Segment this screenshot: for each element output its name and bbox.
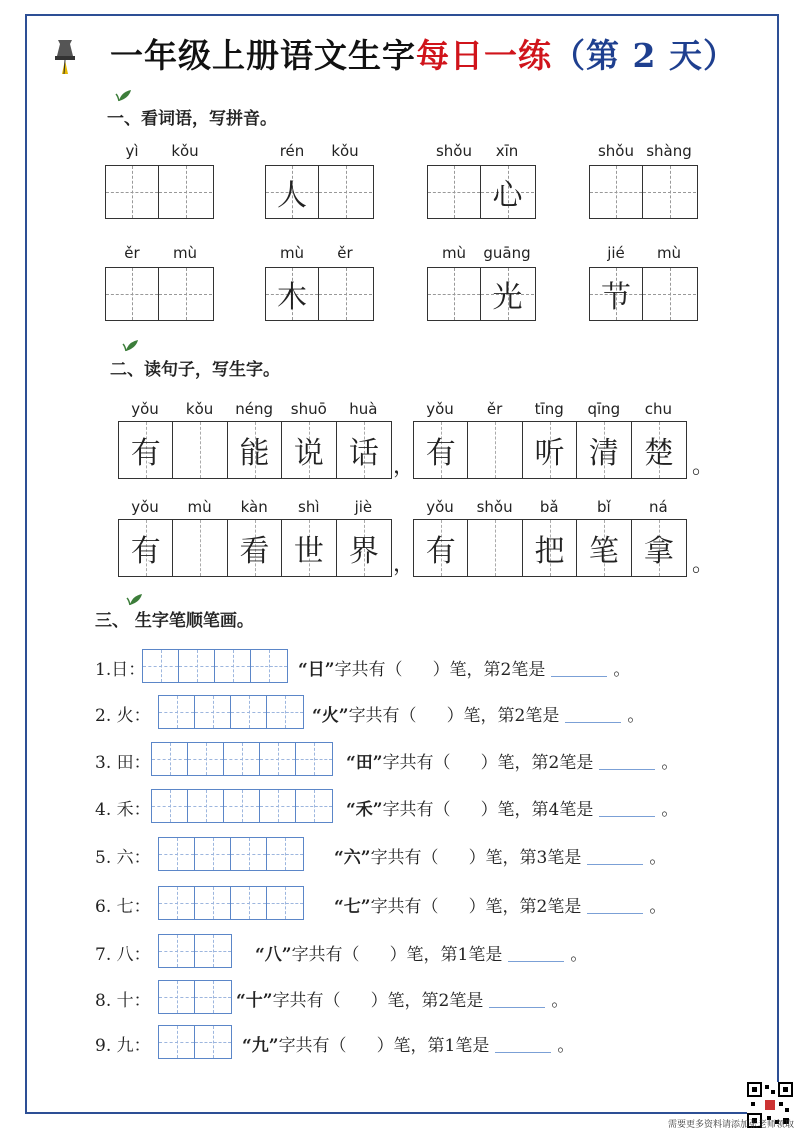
title-highlight: 每日一练 <box>416 36 552 75</box>
title-main: 一年级上册语文生字 <box>110 36 416 75</box>
word-pinyin: shǒu <box>435 142 472 160</box>
stroke-box[interactable] <box>159 838 195 870</box>
sentence-cell[interactable] <box>468 520 522 576</box>
target-char: “七” <box>334 897 371 917</box>
word-pinyin: xīn <box>495 142 519 160</box>
period: 。 <box>692 552 715 577</box>
word-pinyin: shàng <box>646 142 692 160</box>
sentence-pinyin: shuō <box>290 400 327 418</box>
sentence-cell[interactable] <box>468 422 522 478</box>
cell-char: 光 <box>492 280 523 315</box>
sentence-cell[interactable] <box>414 520 468 576</box>
sentence-pinyin: ěr <box>486 400 503 418</box>
tianzige-cell[interactable] <box>319 166 372 218</box>
stroke-order-boxes[interactable] <box>151 742 333 776</box>
sentence-cell[interactable] <box>577 422 631 478</box>
cell-char: 楚 <box>643 436 674 471</box>
target-char: “日” <box>298 660 335 680</box>
sentence-pinyin: chu <box>644 400 673 418</box>
target-char: “九” <box>242 1036 279 1056</box>
stroke-order-boxes[interactable] <box>158 1025 232 1059</box>
title-day: （第 2 天） <box>552 36 737 75</box>
tianzige-cell[interactable] <box>481 166 534 218</box>
cell-char: 世 <box>293 534 324 569</box>
question-text-2: ）笔，第2笔是 <box>432 660 546 680</box>
stroke-box[interactable] <box>195 935 231 967</box>
tianzige-cell[interactable] <box>643 268 696 320</box>
stroke-question <box>346 748 678 773</box>
question-end: 。 <box>551 991 569 1011</box>
question-text-2: ）笔，第1笔是 <box>376 1036 490 1056</box>
question-text-1: 字共有（ <box>291 945 360 965</box>
answer-blank[interactable] <box>489 1007 545 1008</box>
section-1-heading: 一、看词语，写拼音。 <box>107 109 277 129</box>
cell-char: 有 <box>425 534 456 569</box>
word-pinyin: mù <box>441 244 467 262</box>
sentence-grid[interactable] <box>118 421 392 479</box>
tianzige-cell[interactable] <box>590 166 643 218</box>
stroke-item-label: 6. 七： <box>95 897 151 917</box>
target-char: “火” <box>312 706 349 726</box>
answer-blank[interactable] <box>587 864 643 865</box>
stroke-order-boxes[interactable] <box>142 649 288 683</box>
cell-char: 有 <box>130 534 161 569</box>
tianzige-cell[interactable] <box>106 166 159 218</box>
stroke-item-label: 8. 十： <box>95 991 151 1011</box>
sentence-pinyin: huà <box>349 400 378 418</box>
stroke-box[interactable] <box>195 981 231 1013</box>
question-end: 。 <box>613 660 631 680</box>
stroke-box[interactable] <box>296 743 332 775</box>
stroke-box[interactable] <box>152 790 188 822</box>
sentence-pinyin: ná <box>649 498 668 516</box>
sentence-cell[interactable] <box>119 422 173 478</box>
tianzige-grid[interactable] <box>427 267 536 321</box>
question-end: 。 <box>570 945 588 965</box>
sentence-pinyin: yǒu <box>426 400 454 418</box>
tianzige-cell[interactable] <box>481 268 534 320</box>
sentence-cell[interactable] <box>228 520 282 576</box>
question-text-2: ）笔，第3笔是 <box>468 848 582 868</box>
stroke-box[interactable] <box>260 743 296 775</box>
sentence-cell[interactable] <box>577 520 631 576</box>
word-pinyin: ěr <box>337 244 353 262</box>
stroke-item-label: 3. 田： <box>95 753 151 773</box>
period: 。 <box>692 454 715 479</box>
stroke-question <box>242 1031 574 1056</box>
sentence-pinyin: jiè <box>354 498 373 516</box>
stroke-question <box>346 795 678 820</box>
cell-char: 清 <box>588 436 619 471</box>
word-pinyin: yì <box>125 142 139 160</box>
stroke-box[interactable] <box>159 981 195 1013</box>
pushpin-icon <box>50 36 80 76</box>
word-pinyin: shǒu <box>597 142 634 160</box>
question-text-1: 字共有（ <box>272 991 341 1011</box>
cell-char: 听 <box>534 436 565 471</box>
stroke-box[interactable] <box>159 887 195 919</box>
word-pinyin: mù <box>279 244 305 262</box>
stroke-item-label: 9. 九： <box>95 1036 151 1056</box>
stroke-item-label: 4. 禾： <box>95 800 151 820</box>
sentence-pinyin: yǒu <box>426 498 454 516</box>
stroke-box[interactable] <box>267 887 303 919</box>
stroke-box[interactable] <box>224 790 260 822</box>
sentence-cell[interactable] <box>337 422 391 478</box>
answer-blank[interactable] <box>508 961 564 962</box>
question-end: 。 <box>557 1036 575 1056</box>
sentence-cell[interactable] <box>282 520 336 576</box>
cell-char: 笔 <box>588 534 619 569</box>
tianzige-cell[interactable] <box>643 166 696 218</box>
sentence-cell[interactable] <box>523 422 577 478</box>
tianzige-cell[interactable] <box>266 166 319 218</box>
answer-blank[interactable] <box>587 913 643 914</box>
stroke-box[interactable] <box>195 1026 231 1058</box>
tianzige-grid[interactable] <box>427 165 536 219</box>
stroke-item-label: 1.日： <box>95 660 146 680</box>
answer-blank[interactable] <box>495 1052 551 1053</box>
page-title <box>110 30 737 77</box>
answer-blank[interactable] <box>599 816 655 817</box>
question-end: 。 <box>661 753 679 773</box>
sentence-pinyin: tīng <box>534 400 564 418</box>
stroke-box[interactable] <box>195 696 231 728</box>
sentence-pinyin: shì <box>298 498 320 516</box>
tianzige-grid[interactable] <box>589 165 698 219</box>
tianzige-cell[interactable] <box>428 166 481 218</box>
sentence-cell[interactable] <box>119 520 173 576</box>
cell-char: 木 <box>277 280 307 315</box>
sentence-cell[interactable] <box>173 422 227 478</box>
question-end: 。 <box>627 706 645 726</box>
stroke-box[interactable] <box>152 743 188 775</box>
target-char: “八” <box>255 945 292 965</box>
cell-char: 人 <box>277 178 307 213</box>
question-text-1: 字共有（ <box>334 660 403 680</box>
stroke-question <box>298 655 630 680</box>
question-text-2: ）笔，第2笔是 <box>370 991 484 1011</box>
stroke-box[interactable] <box>296 790 332 822</box>
stroke-question <box>334 892 666 917</box>
section-3-heading: 三、 生字笔顺笔画。 <box>95 611 254 631</box>
question-text-1: 字共有（ <box>370 897 439 917</box>
stroke-question <box>334 843 666 868</box>
cell-char: 说 <box>293 436 324 471</box>
word-pinyin: mù <box>172 244 198 262</box>
stroke-box[interactable] <box>251 650 287 682</box>
tianzige-grid[interactable] <box>589 267 698 321</box>
tianzige-cell[interactable] <box>428 268 481 320</box>
word-pinyin: kǒu <box>331 142 359 160</box>
stroke-box[interactable] <box>159 1026 195 1058</box>
question-text-2: ）笔，第4笔是 <box>480 800 594 820</box>
stroke-box[interactable] <box>267 696 303 728</box>
stroke-box[interactable] <box>231 696 267 728</box>
stroke-box[interactable] <box>195 887 231 919</box>
stroke-box[interactable] <box>179 650 215 682</box>
stroke-item-label: 5. 六： <box>95 848 151 868</box>
cell-char: 有 <box>425 436 456 471</box>
question-text-1: 字共有（ <box>348 706 417 726</box>
stroke-question <box>236 986 568 1011</box>
word-pinyin: guāng <box>483 244 531 262</box>
stroke-order-boxes[interactable] <box>151 789 333 823</box>
sentence-cell[interactable] <box>523 520 577 576</box>
tianzige-cell[interactable] <box>590 268 643 320</box>
question-end: 。 <box>661 800 679 820</box>
tianzige-cell[interactable] <box>319 268 372 320</box>
tianzige-grid[interactable] <box>105 165 214 219</box>
tianzige-grid[interactable] <box>105 267 214 321</box>
comma: ， <box>393 454 416 479</box>
stroke-order-boxes[interactable] <box>158 934 232 968</box>
sentence-pinyin: bǎ <box>539 498 559 516</box>
cell-char: 有 <box>130 436 161 471</box>
question-text-1: 字共有（ <box>278 1036 347 1056</box>
tianzige-grid[interactable] <box>265 267 374 321</box>
sentence-grid[interactable] <box>118 519 392 577</box>
stroke-item-label: 2. 火： <box>95 706 151 726</box>
answer-blank[interactable] <box>599 769 655 770</box>
stroke-order-boxes[interactable] <box>158 837 304 871</box>
word-pinyin: rén <box>279 142 305 160</box>
sentence-grid[interactable] <box>413 519 687 577</box>
cell-char: 话 <box>348 436 379 471</box>
cell-char: 看 <box>239 534 270 569</box>
sentence-pinyin: mù <box>187 498 212 516</box>
stroke-box[interactable] <box>231 838 267 870</box>
section-2-heading: 二、读句子，写生字。 <box>110 360 280 380</box>
word-pinyin: ěr <box>124 244 140 262</box>
question-end: 。 <box>649 848 667 868</box>
stroke-box[interactable] <box>231 887 267 919</box>
sentence-pinyin: kàn <box>240 498 268 516</box>
stroke-item-label: 7. 八： <box>95 945 151 965</box>
tianzige-cell[interactable] <box>159 268 212 320</box>
stroke-question <box>255 940 587 965</box>
sentence-pinyin: bǐ <box>596 498 611 516</box>
question-text-2: ）笔，第1笔是 <box>389 945 503 965</box>
stroke-box[interactable] <box>159 696 195 728</box>
sentence-grid[interactable] <box>413 421 687 479</box>
stroke-box[interactable] <box>195 838 231 870</box>
stroke-box[interactable] <box>188 790 224 822</box>
sentence-cell[interactable] <box>282 422 336 478</box>
target-char: “禾” <box>346 800 383 820</box>
stroke-question <box>312 701 644 726</box>
question-end: 。 <box>649 897 667 917</box>
stroke-box[interactable] <box>188 743 224 775</box>
question-text-2: ）笔，第2笔是 <box>480 753 594 773</box>
stroke-box[interactable] <box>215 650 251 682</box>
cell-char: 能 <box>239 436 270 471</box>
stroke-box[interactable] <box>224 743 260 775</box>
stroke-box[interactable] <box>143 650 179 682</box>
tianzige-cell[interactable] <box>266 268 319 320</box>
sentence-pinyin: shǒu <box>476 498 513 516</box>
cell-char: 界 <box>348 534 379 569</box>
stroke-box[interactable] <box>260 790 296 822</box>
tianzige-cell[interactable] <box>106 268 159 320</box>
stroke-box[interactable] <box>267 838 303 870</box>
stroke-order-boxes[interactable] <box>158 980 232 1014</box>
sentence-cell[interactable] <box>337 520 391 576</box>
stroke-order-boxes[interactable] <box>158 886 304 920</box>
sentence-pinyin: yǒu <box>131 400 159 418</box>
cell-char: 节 <box>601 280 631 315</box>
sentence-cell[interactable] <box>632 422 686 478</box>
leaf-sprout-icon <box>122 338 144 352</box>
target-char: “田” <box>346 753 383 773</box>
sentence-cell[interactable] <box>173 520 227 576</box>
question-text-2: ）笔，第2笔是 <box>468 897 582 917</box>
stroke-order-boxes[interactable] <box>158 695 304 729</box>
cell-char: 拿 <box>643 534 674 569</box>
cell-char: 心 <box>492 178 523 213</box>
question-text-2: ）笔，第2笔是 <box>446 706 560 726</box>
sentence-cell[interactable] <box>632 520 686 576</box>
word-pinyin: mù <box>656 244 682 262</box>
sentence-pinyin: néng <box>235 400 274 418</box>
target-char: “六” <box>334 848 371 868</box>
sentence-cell[interactable] <box>414 422 468 478</box>
sentence-pinyin: kǒu <box>185 400 214 418</box>
question-text-1: 字共有（ <box>370 848 439 868</box>
tianzige-grid[interactable] <box>265 165 374 219</box>
leaf-sprout-icon <box>126 592 148 606</box>
tianzige-cell[interactable] <box>159 166 212 218</box>
answer-blank[interactable] <box>565 722 621 723</box>
comma: ， <box>393 552 416 577</box>
answer-blank[interactable] <box>551 676 607 677</box>
footer-note: 需要更多资料请添加张老师领取 <box>667 1120 794 1130</box>
word-pinyin: jié <box>607 244 625 262</box>
sentence-pinyin: yǒu <box>131 498 159 516</box>
cell-char: 把 <box>534 534 565 569</box>
question-text-1: 字共有（ <box>382 800 451 820</box>
target-char: “十” <box>236 991 273 1011</box>
question-text-1: 字共有（ <box>382 753 451 773</box>
word-pinyin: kǒu <box>171 142 199 160</box>
sentence-pinyin: qīng <box>587 400 621 418</box>
leaf-sprout-icon <box>115 88 137 102</box>
sentence-cell[interactable] <box>228 422 282 478</box>
stroke-box[interactable] <box>159 935 195 967</box>
